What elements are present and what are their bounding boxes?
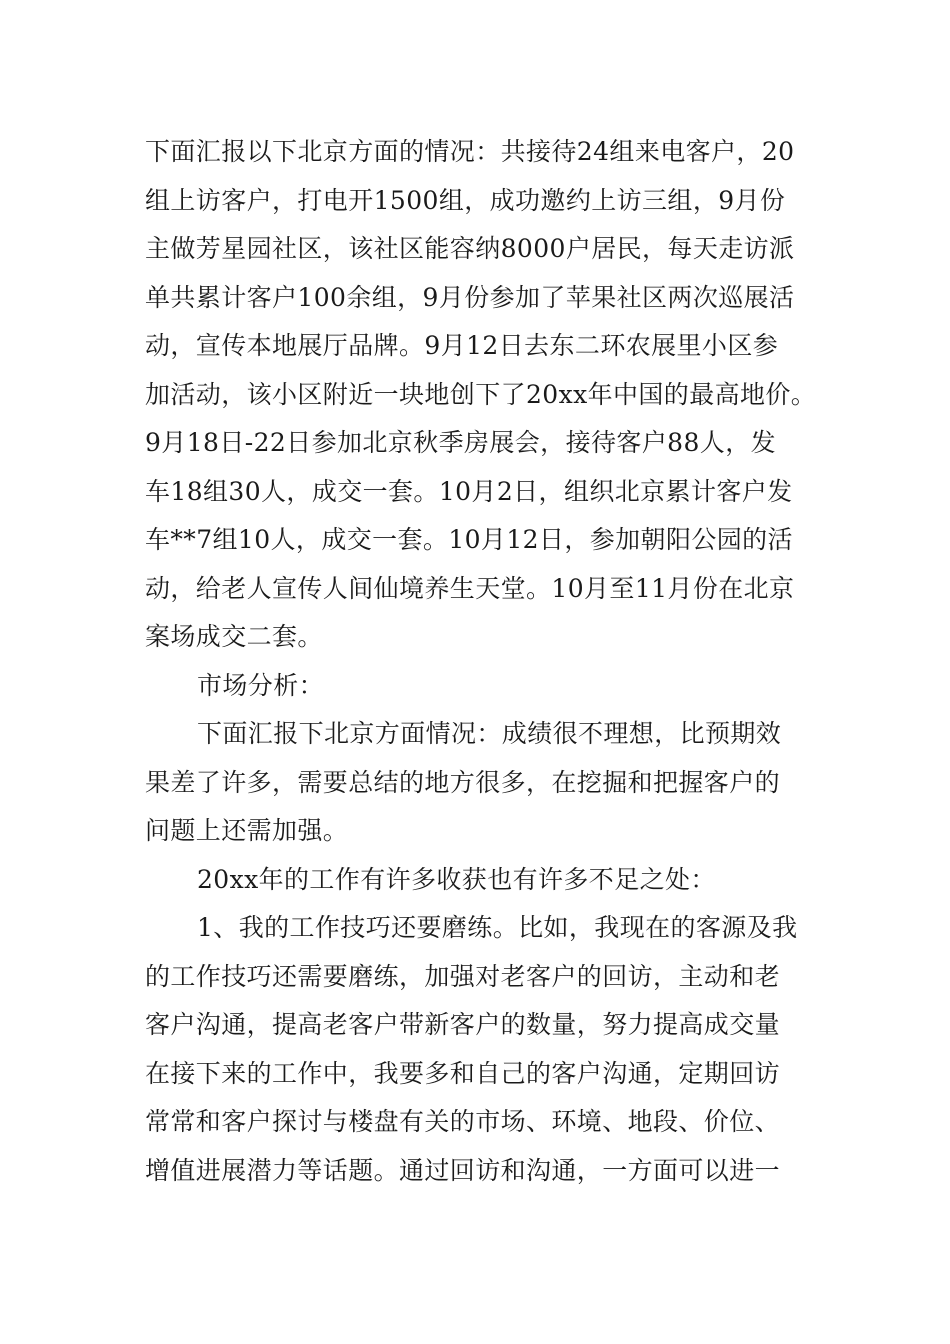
text-line: 的工作技巧还需要磨练，加强对老客户的回访，主动和老 (145, 961, 781, 991)
text-line: 下面汇报以下北京方面的情况：共接待24组来电客户，20 (145, 137, 795, 166)
text-line: 市场分析： (197, 670, 325, 700)
text-line: 动，给老人宣传人间仙境养生天堂。10月至11月份在北京 (145, 573, 795, 603)
text-line: 9月18日-22日参加北京秋季房展会，接待客户88人，发 (145, 428, 776, 457)
text-line: 组上访客户，打电开1500组，成功邀约上访三组，9月份 (145, 185, 786, 215)
text-line: 在接下来的工作中，我要多和自己的客户沟通，定期回访 (145, 1058, 781, 1088)
text-line: 主做芳星园社区，该社区能容纳8000户居民，每天走访派 (145, 234, 795, 263)
text-line: 20xx年的工作有许多收获也有许多不足之处： (197, 864, 716, 894)
text-line: 单共累计客户100余组，9月份参加了苹果社区两次巡展活 (145, 282, 795, 312)
text-line: 问题上还需加强。 (145, 816, 349, 845)
text-line: 车18组30人，成交一套。10月2日，组织北京累计客户发 (145, 476, 793, 506)
text-line: 加活动，该小区附近一块地创下了20xx年中国的最高地价。 (145, 379, 817, 409)
document-body (145, 128, 815, 1195)
text-line: 常常和客户探讨与楼盘有关的市场、环境、地段、价位、 (145, 1107, 781, 1136)
text-line: 车**7组10人，成交一套。10月12日，参加朝阳公园的活 (145, 525, 793, 554)
text-line: 增值进展潜力等话题。通过回访和沟通，一方面可以进一 (145, 1155, 781, 1185)
text-line: 案场成交二套。 (145, 622, 323, 651)
text-line: 果差了许多，需要总结的地方很多，在挖掘和把握客户的 (145, 767, 781, 797)
text-line: 动，宣传本地展厅品牌。9月12日去东二环农展里小区参 (145, 331, 779, 360)
text-line: 下面汇报下北京方面情况：成绩很不理想，比预期效 (197, 719, 782, 748)
text-line: 客户沟通，提高老客户带新客户的数量，努力提高成交量 (145, 1010, 781, 1039)
text-line: 1、我的工作技巧还要磨练。比如，我现在的客源及我 (197, 913, 798, 942)
